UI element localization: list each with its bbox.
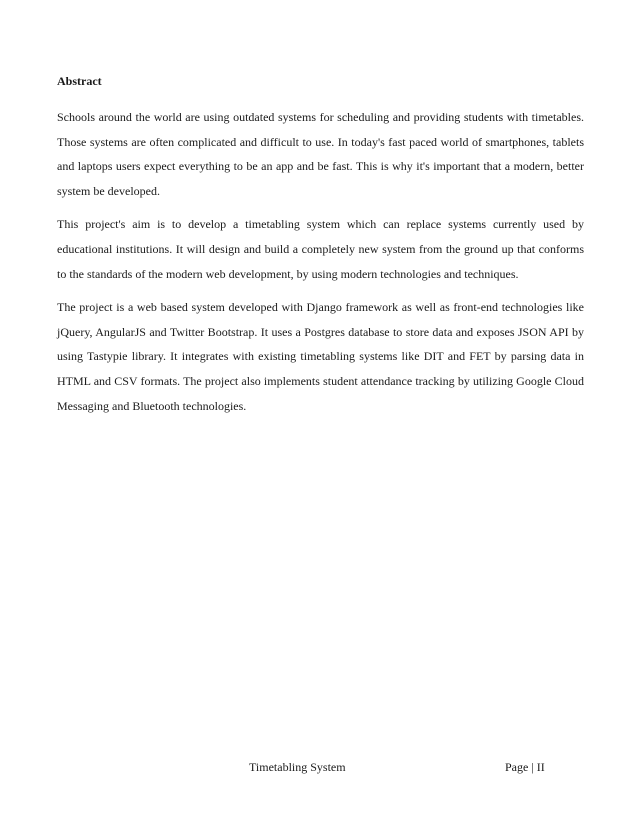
abstract-paragraph-2: This project's aim is to develop a timetabling system which can replace systems currently used by educational institutions. It will design and build a completely new system from the ground up that conforms to the standards of the modern web development, by using modern technologies and techniques. [57,217,584,281]
abstract-paragraph-1: Schools around the world are using outdated systems for scheduling and providing students with timetables. Those systems are often complicated and difficult to use. In today's fast paced world of smartphones, tablets and laptops users expect everything to be an app and be fast. This is why it's important that a modern, better system be developed. [57,110,584,198]
abstract-heading: Abstract [57,74,102,88]
abstract-paragraph-3: The project is a web based system developed with Django framework as well as front-end technologies like jQuery, AngularJS and Twitter Bootstrap. It uses a Postgres database to store data and exposes JSON API by using Tastypie library. It integrates with existing timetabling systems like DIT and FET by parsing data in HTML and CSV formats. The project also implements student attendance tracking by utilizing Google Cloud Messaging and Bluetooth technologies. [57,300,584,413]
abstract-body [57,105,584,427]
footer-document-title: Timetabling System [249,760,346,774]
footer-page-number: Page | II [505,760,545,774]
